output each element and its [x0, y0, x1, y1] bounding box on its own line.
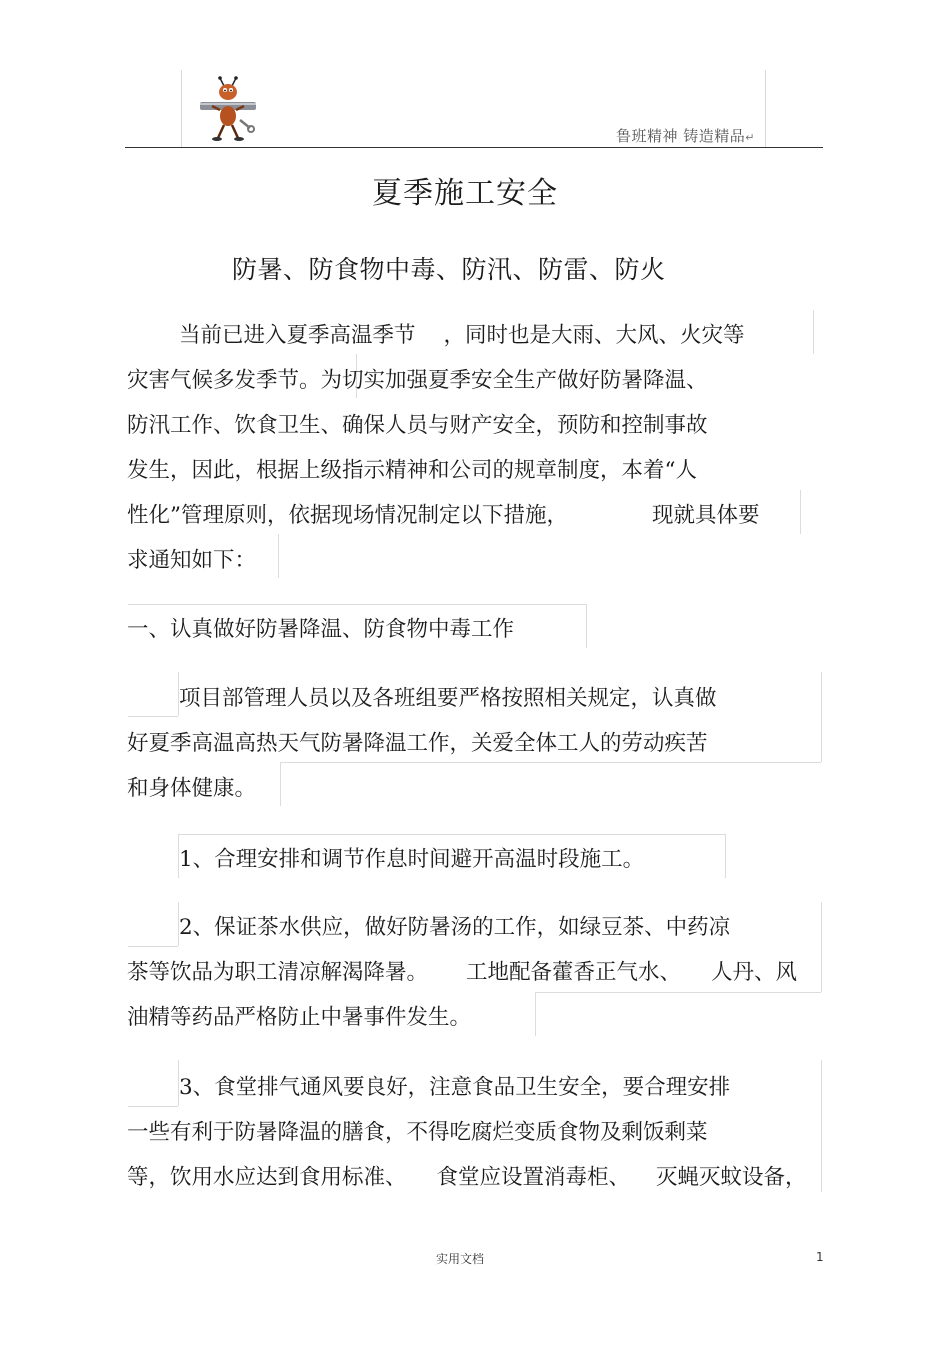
guide-line — [821, 902, 822, 992]
guide-line — [128, 716, 178, 717]
guide-line — [535, 992, 821, 993]
guide-line — [813, 310, 814, 354]
list-item-text: 等，饮用水应达到食用标准、 — [127, 1165, 407, 1190]
guide-line — [278, 534, 279, 578]
guide-line — [800, 490, 801, 534]
list-item-text: 茶等饮品为职工清凉解渴降暑。 — [127, 960, 429, 985]
list-item-text: 食堂应设置消毒柜、 — [436, 1165, 631, 1190]
guide-line — [725, 834, 726, 878]
intro-text: 性化”管理原则，依据现场情况制定以下措施， — [127, 503, 568, 528]
guide-line — [586, 604, 587, 648]
intro-line-5 — [127, 502, 760, 530]
paragraph-return-icon: ↵ — [745, 131, 755, 144]
list-item-2-line-3: 油精等药品严格防止中暑事件发生。 — [127, 1005, 472, 1030]
guide-line — [821, 672, 822, 762]
intro-line-6: 求通知如下： — [127, 548, 257, 573]
intro-line-1 — [179, 322, 745, 350]
document-subtitle: 防暑、防食物中毒、防汛、防雷、防火 — [232, 255, 666, 284]
list-item-text: 人丹、风 — [711, 960, 798, 985]
header-tagline — [616, 125, 755, 146]
section-heading: 一、认真做好防暑降温、防食物中毒工作 — [127, 617, 515, 642]
header-frame-right — [765, 70, 766, 147]
list-item-3-line-3 — [127, 1164, 807, 1192]
guide-line — [128, 946, 178, 947]
header-rule — [125, 147, 823, 148]
intro-line-4: 发生，因此，根据上级指示精神和公司的规章制度，本着“人 — [127, 458, 697, 483]
list-item-text: 工地配备藿香正气水、 — [466, 960, 682, 985]
list-item-3-line-1: 3、食堂排气通风要良好，注意食品卫生安全，要合理安排 — [179, 1075, 731, 1100]
guide-line — [280, 762, 281, 806]
guide-line — [128, 1106, 178, 1107]
intro-line-3: 防汛工作、饮食卫生、确保人员与财产安全，预防和控制事故 — [127, 413, 708, 438]
guide-line — [821, 1060, 822, 1192]
list-item-3-line-2: 一些有利于防暑降温的膳食，不得吃腐烂变质食物及剩饭剩菜 — [127, 1120, 708, 1145]
page-number: 1 — [816, 1250, 824, 1264]
ant-worker-logo-icon — [198, 76, 258, 142]
section-paragraph-line: 项目部管理人员以及各班组要严格按照相关规定，认真做 — [179, 686, 717, 711]
guide-line — [280, 762, 821, 763]
section-paragraph-line: 好夏季高温高热天气防暑降温工作，关爱全体工人的劳动疾苦 — [127, 731, 708, 756]
guide-line — [178, 834, 725, 835]
section-paragraph-line: 和身体健康。 — [127, 776, 257, 801]
document-title: 夏季施工安全 — [372, 176, 558, 211]
intro-line-2: 灾害气候多发季节。为切实加强夏季安全生产做好防暑降温、 — [127, 368, 708, 393]
list-item-1: 1、合理安排和调节作息时间避开高温时段施工。 — [179, 847, 645, 872]
intro-text: 现就具体要 — [652, 503, 760, 528]
list-item-2-line-1: 2、保证茶水供应，做好防暑汤的工作，如绿豆茶、中药凉 — [179, 915, 731, 940]
header-tagline-text: 鲁班精神 铸造精品 — [616, 127, 746, 145]
list-item-text: 灭蝇灭蚊设备， — [656, 1165, 807, 1190]
intro-text: 当前已进入夏季高温季节 — [179, 323, 416, 348]
guide-line — [535, 992, 536, 1036]
list-item-2-line-2 — [127, 959, 797, 987]
header-frame-left — [181, 70, 182, 147]
footer-label: 实用文档 — [435, 1252, 484, 1266]
intro-text: ，同时也是大雨、大风、火灾等 — [443, 323, 745, 348]
guide-line — [128, 604, 586, 605]
